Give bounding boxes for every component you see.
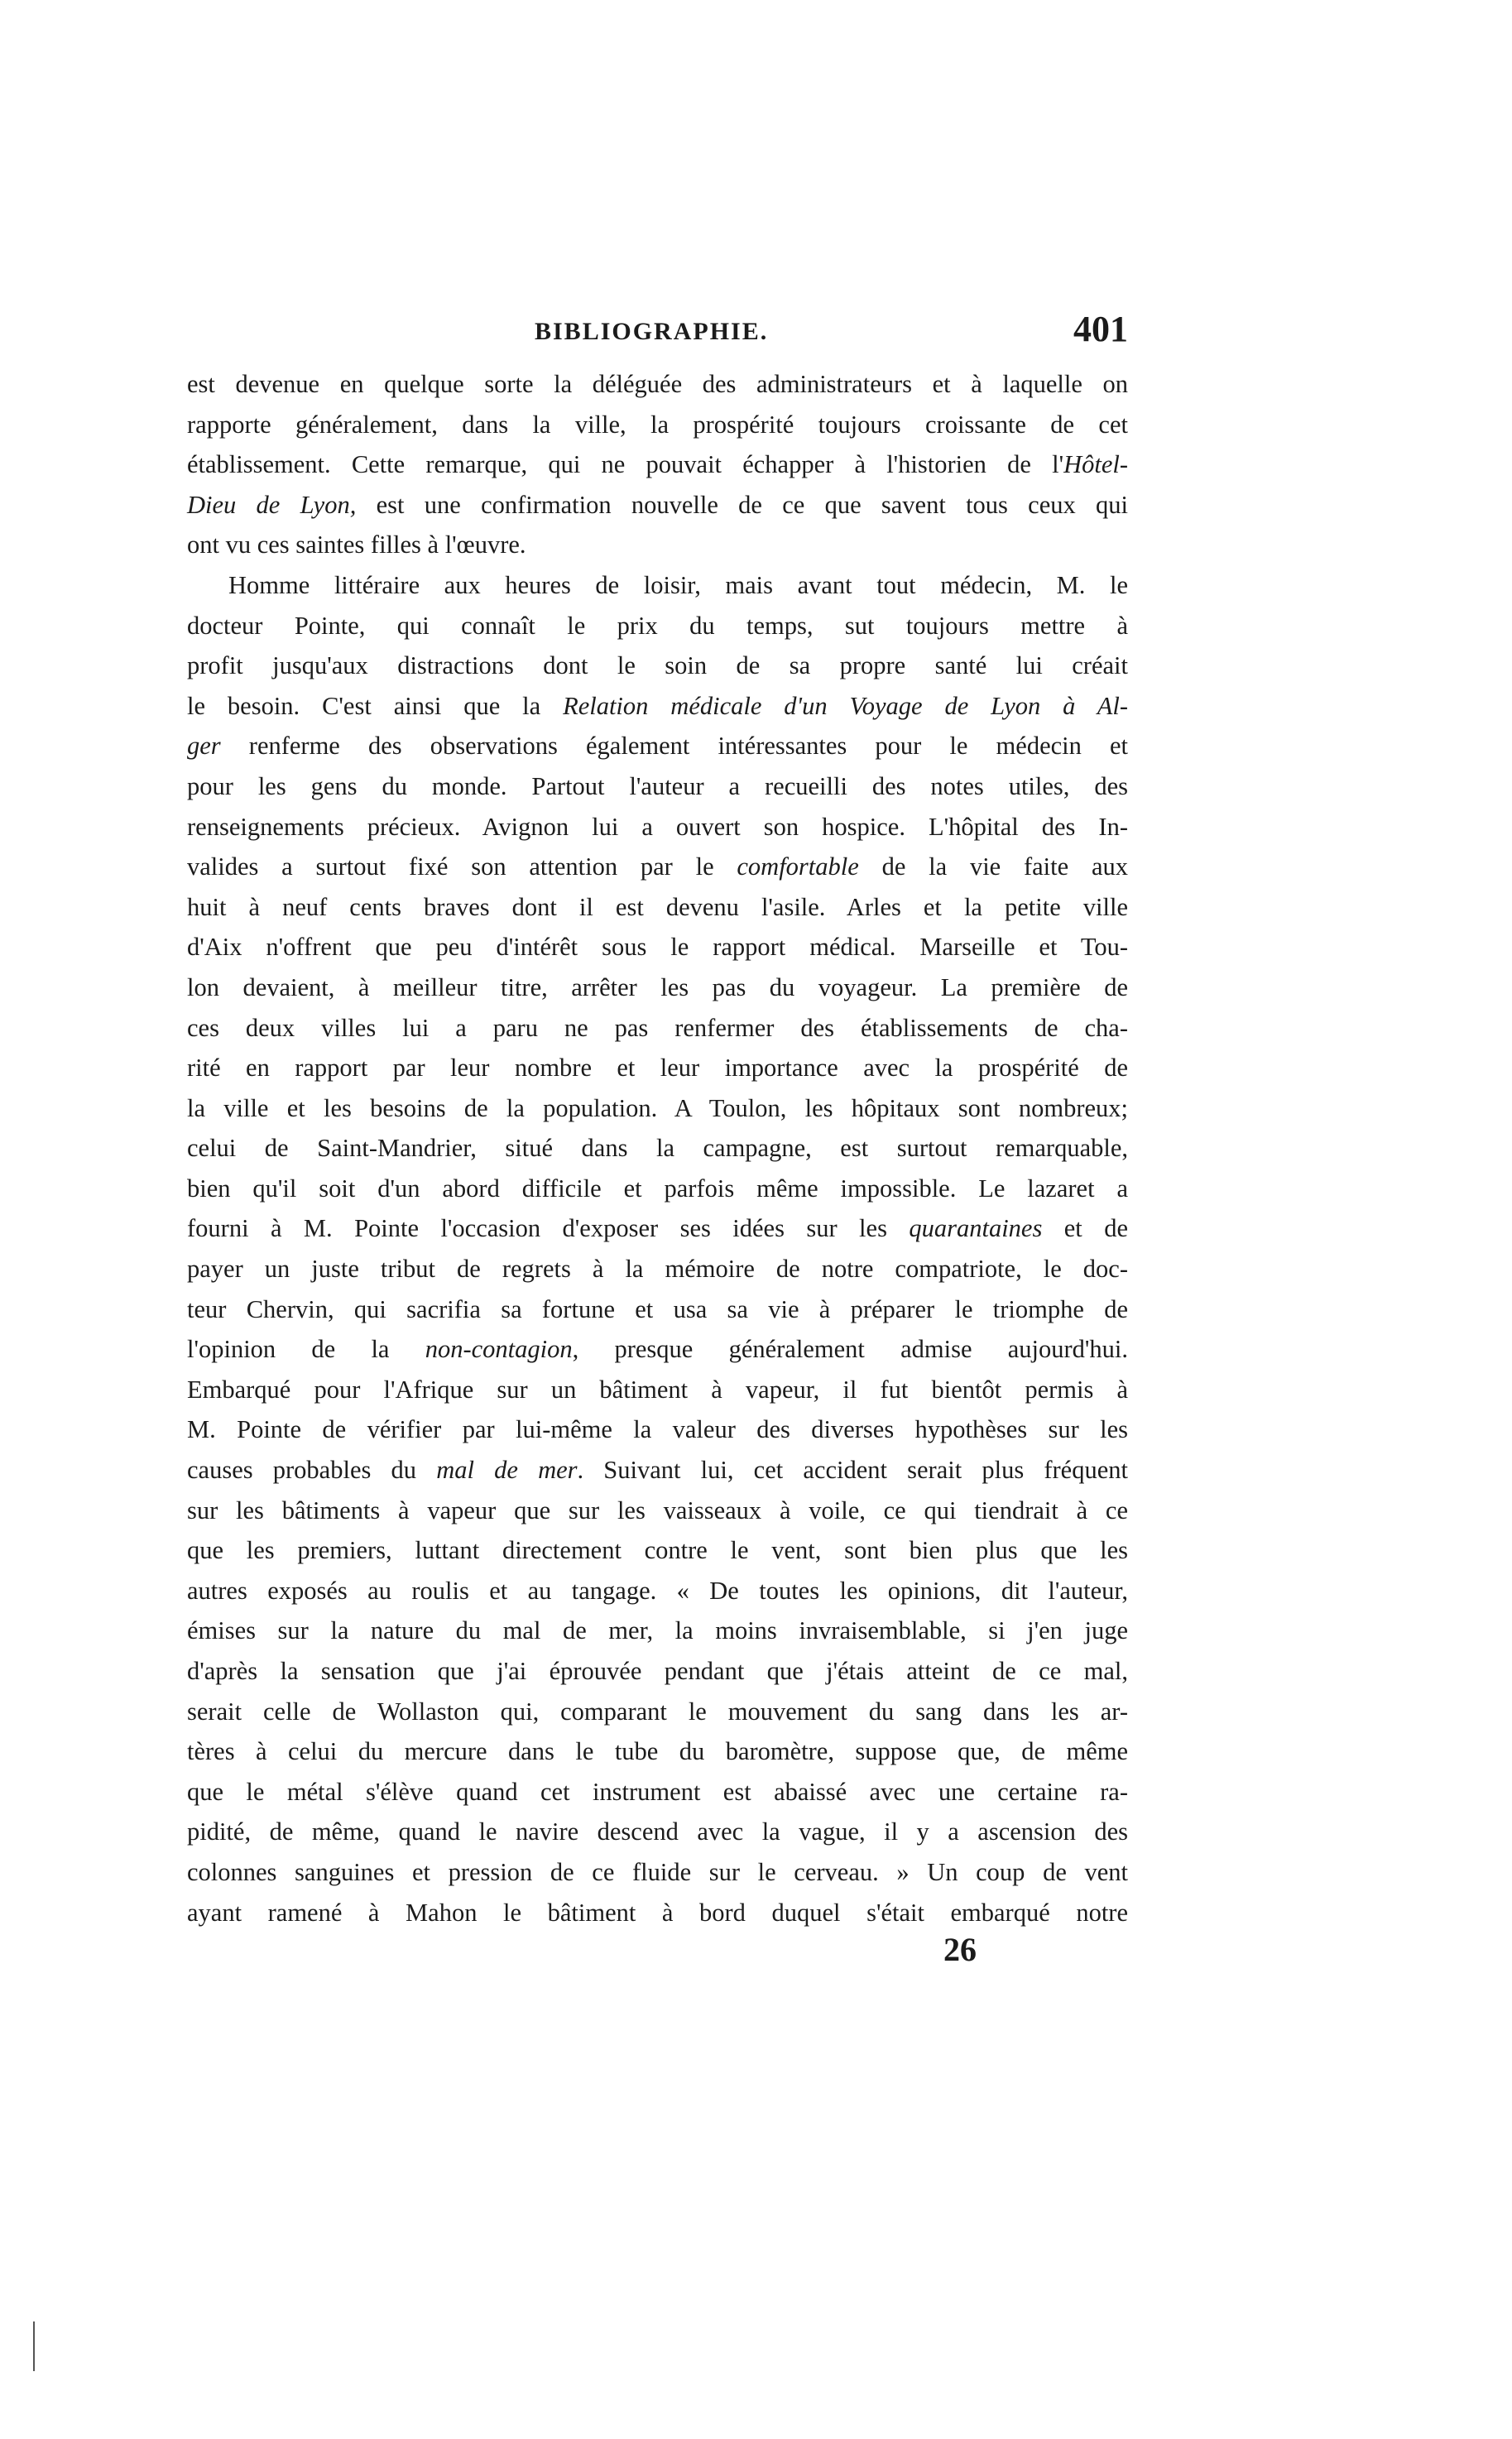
text-line xyxy=(187,1409,1128,1450)
text-line xyxy=(187,1772,1128,1812)
line-text: émises sur la nature du mal de mer, la moins invraisemblable, si j'en juge xyxy=(187,1616,1128,1645)
text-line xyxy=(187,807,1128,847)
line-text: teur Chervin, qui sacrifia sa fortune et usa sa vie à préparer le triomphe de xyxy=(187,1294,1128,1323)
line-text: que le métal s'élève quand cet instrument est abaissé avec une certaine ra- xyxy=(187,1777,1128,1806)
line-text: Embarqué pour l'Afrique sur un bâtiment à vapeur, il fut bientôt permis à xyxy=(187,1375,1128,1404)
line-text: M. Pointe de vérifier par lui-même la valeur des diverses hypothèses sur les xyxy=(187,1415,1128,1444)
text-line xyxy=(187,1491,1128,1531)
text-line xyxy=(187,1249,1128,1289)
line-text: serait celle de Wollaston qui, comparant le mouvement du sang dans les ar- xyxy=(187,1697,1128,1726)
text-line xyxy=(187,1731,1128,1772)
italic-text: Relation médicale d'un Voyage de Lyon à Al- xyxy=(563,691,1128,720)
text-line xyxy=(187,686,1128,727)
italic-text: mal de mer xyxy=(436,1456,578,1485)
text-line xyxy=(187,887,1128,928)
line-text: causes probables du xyxy=(187,1456,437,1485)
text-line xyxy=(187,1008,1128,1049)
line-text: payer un juste tribut de regrets à la mémoire de notre compatriote, le doc- xyxy=(187,1255,1128,1284)
text-line xyxy=(187,1893,1128,1933)
line-text: rapporte généralement, dans la ville, la prospérité toujours croissante de cet xyxy=(187,410,1128,439)
line-text: renferme des observations également intéressantes pour le médecin et xyxy=(220,732,1128,761)
line-text: Homme littéraire aux heures de loisir, mais avant tout médecin, M. le xyxy=(228,570,1128,599)
line-text: autres exposés au roulis et au tangage. « De toutes les opinions, dit l'auteur, xyxy=(187,1576,1128,1605)
line-text: pidité, de même, quand le navire descend avec la vague, il y a ascension des xyxy=(187,1817,1128,1846)
text-line xyxy=(187,1692,1128,1732)
text-line xyxy=(187,1852,1128,1893)
text-line xyxy=(187,1128,1128,1169)
italic-text: comfortable xyxy=(737,852,859,881)
line-text: lon devaient, à meilleur titre, arrêter les pas du voyageur. La première de xyxy=(187,972,1128,1001)
italic-text: ger xyxy=(187,732,221,761)
text-line xyxy=(187,1651,1128,1692)
text-line xyxy=(187,444,1128,485)
italic-text: quarantaines xyxy=(909,1214,1043,1243)
text-line xyxy=(187,525,1128,565)
text-line xyxy=(187,726,1128,766)
line-text: de la vie faite aux xyxy=(858,852,1128,881)
line-text: que les premiers, luttant directement contre le vent, sont bien plus que les xyxy=(187,1536,1128,1565)
line-text: sur les bâtiments à vapeur que sur les vaisseaux à voile, ce qui tiendrait à ce xyxy=(187,1496,1128,1524)
text-line xyxy=(187,405,1128,445)
text-line xyxy=(187,1048,1128,1088)
line-text: ont vu ces saintes filles à l'œuvre. xyxy=(187,531,526,559)
text-line xyxy=(187,565,1128,606)
text-line xyxy=(187,927,1128,967)
italic-text: Hôtel- xyxy=(1063,450,1128,479)
text-line xyxy=(187,1169,1128,1209)
line-text: , presque généralement admise aujourd'hui. xyxy=(572,1335,1128,1364)
line-text: d'Aix n'offrent que peu d'intérêt sous le rapport médical. Marseille et Tou- xyxy=(187,933,1128,962)
text-line xyxy=(187,646,1128,686)
page-number: 401 xyxy=(1073,309,1128,349)
italic-text: non-contagion xyxy=(425,1335,573,1364)
line-text: rité en rapport par leur nombre et leur importance avec la prospérité de xyxy=(187,1054,1128,1083)
line-text: fourni à M. Pointe l'occasion d'exposer ses idées sur les xyxy=(187,1214,910,1243)
text-line xyxy=(187,1329,1128,1370)
line-text: celui de Saint-Mandrier, situé dans la campagne, est surtout remarquable, xyxy=(187,1134,1128,1163)
line-text: ayant ramené à Mahon le bâtiment à bord duquel s'était embarqué notre xyxy=(187,1898,1128,1927)
page-header xyxy=(187,308,1128,358)
line-text: et de xyxy=(1042,1214,1128,1243)
signature-mark: 26 xyxy=(943,1931,977,1968)
text-line xyxy=(187,1571,1128,1611)
text-line xyxy=(187,766,1128,807)
line-text: colonnes sanguines et pression de ce fluide sur le cerveau. » Un coup de vent xyxy=(187,1857,1128,1886)
text-line xyxy=(187,1530,1128,1571)
text-line xyxy=(187,1208,1128,1249)
text-line xyxy=(187,606,1128,646)
italic-text: Dieu de Lyon, xyxy=(187,490,357,519)
text-line xyxy=(187,1370,1128,1410)
line-text: l'opinion de la xyxy=(187,1335,425,1364)
text-line xyxy=(187,1450,1128,1491)
line-text: d'après la sensation que j'ai éprouvée pendant que j'étais atteint de ce mal, xyxy=(187,1657,1128,1685)
text-line xyxy=(187,967,1128,1008)
line-text: est une confirmation nouvelle de ce que savent tous ceux qui xyxy=(356,490,1129,519)
text-line xyxy=(187,485,1128,526)
margin-mark xyxy=(33,2321,35,2371)
line-text: le besoin. C'est ainsi que la xyxy=(187,691,564,720)
line-text: tères à celui du mercure dans le tube du baromètre, suppose que, de même xyxy=(187,1737,1128,1766)
body-text xyxy=(187,364,1128,1932)
line-text: bien qu'il soit d'un abord difficile et parfois même impossible. Le lazaret a xyxy=(187,1174,1128,1203)
line-text: est devenue en quelque sorte la déléguée des administrateurs et à laquelle on xyxy=(187,370,1128,398)
line-text: profit jusqu'aux distractions dont le soin de sa propre santé lui créait xyxy=(187,651,1128,680)
line-text: . Suivant lui, cet accident serait plus fréquent xyxy=(577,1456,1128,1485)
line-text: établissement. Cette remarque, qui ne pouvait échapper à l'historien de l' xyxy=(187,450,1064,479)
line-text: pour les gens du monde. Partout l'auteur a recueilli des notes utiles, des xyxy=(187,771,1128,800)
line-text: la ville et les besoins de la population. A Toulon, les hôpitaux sont nombreux; xyxy=(187,1093,1128,1122)
running-head: BIBLIOGRAPHIE. xyxy=(535,318,769,345)
text-line xyxy=(187,1289,1128,1330)
line-text: renseignements précieux. Avignon lui a ouvert son hospice. L'hôpital des In- xyxy=(187,812,1128,841)
text-line xyxy=(187,364,1128,405)
text-line xyxy=(187,1812,1128,1852)
text-line xyxy=(187,1088,1128,1129)
text-line xyxy=(187,1611,1128,1651)
line-text: docteur Pointe, qui connaît le prix du temps, sut toujours mettre à xyxy=(187,611,1128,640)
line-text: valides a surtout fixé son attention par le xyxy=(187,852,737,881)
line-text: ces deux villes lui a paru ne pas renfermer des établissements de cha- xyxy=(187,1013,1128,1042)
text-line xyxy=(187,847,1128,887)
line-text: huit à neuf cents braves dont il est devenu l'asile. Arles et la petite ville xyxy=(187,892,1128,921)
